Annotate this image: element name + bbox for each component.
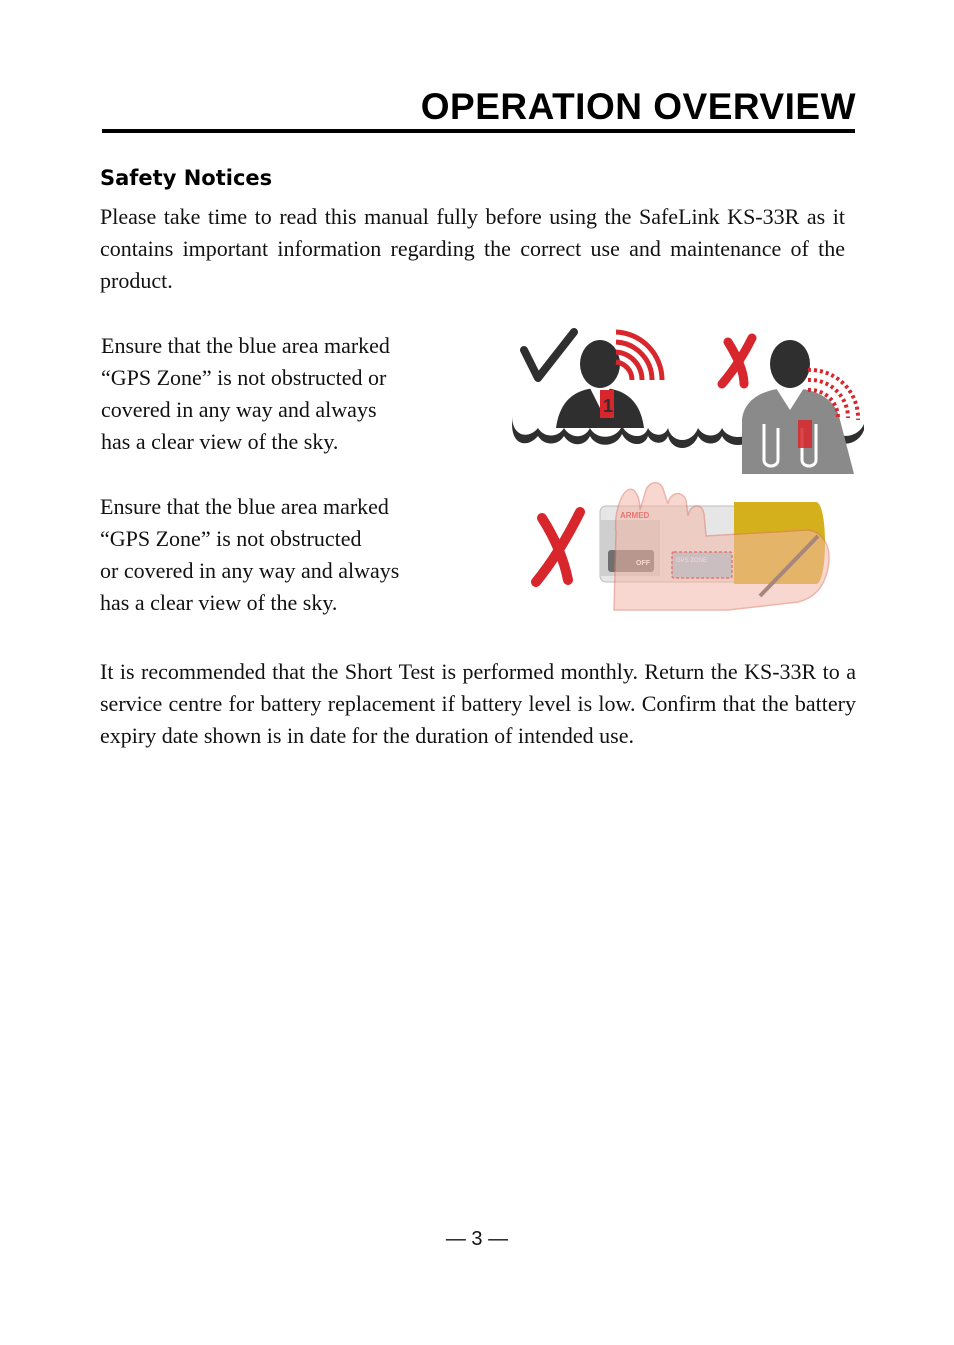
notice-line: Ensure that the blue area marked (101, 333, 390, 358)
intro-paragraph: Please take time to read this manual fully before using the SafeLink KS-33R as it contains important information regarding the correct use and maintenance of the product. (100, 204, 845, 293)
person-head-icon (580, 340, 620, 388)
notice-line: “GPS Zone” is not obstructed or (101, 365, 387, 390)
gps-notice-1 (101, 330, 453, 458)
lifejacket-illustration (508, 328, 865, 474)
page-number: — 3 — (445, 1228, 509, 1250)
page-title: OPERATION OVERVIEW (420, 86, 856, 127)
closing-paragraph: It is recommended that the Short Test is performed monthly. Return the KS-33R to a service centre for battery replacement if battery level is low. Confirm that the battery expiry date shown is in date for the duration of intended use. (100, 659, 856, 748)
notice-line: “GPS Zone” is not obstructed (100, 526, 362, 551)
notice-line: has a clear view of the sky. (101, 429, 339, 454)
check-icon (524, 332, 574, 378)
notice-line: or covered in any way and always (100, 558, 400, 583)
person-head-icon (770, 340, 810, 388)
notice-line: Ensure that the blue area marked (100, 494, 389, 519)
device-number: 1 (603, 396, 614, 416)
hand-covering-device-illustration (528, 476, 840, 612)
section-heading: Safety Notices (100, 166, 273, 190)
notice-line: covered in any way and always (101, 397, 377, 422)
beacon-device-icon (798, 420, 812, 448)
gps-notice-2 (100, 491, 452, 619)
hand-icon (614, 483, 829, 610)
notice-line: has a clear view of the sky. (100, 590, 338, 615)
title-underline (102, 129, 855, 133)
